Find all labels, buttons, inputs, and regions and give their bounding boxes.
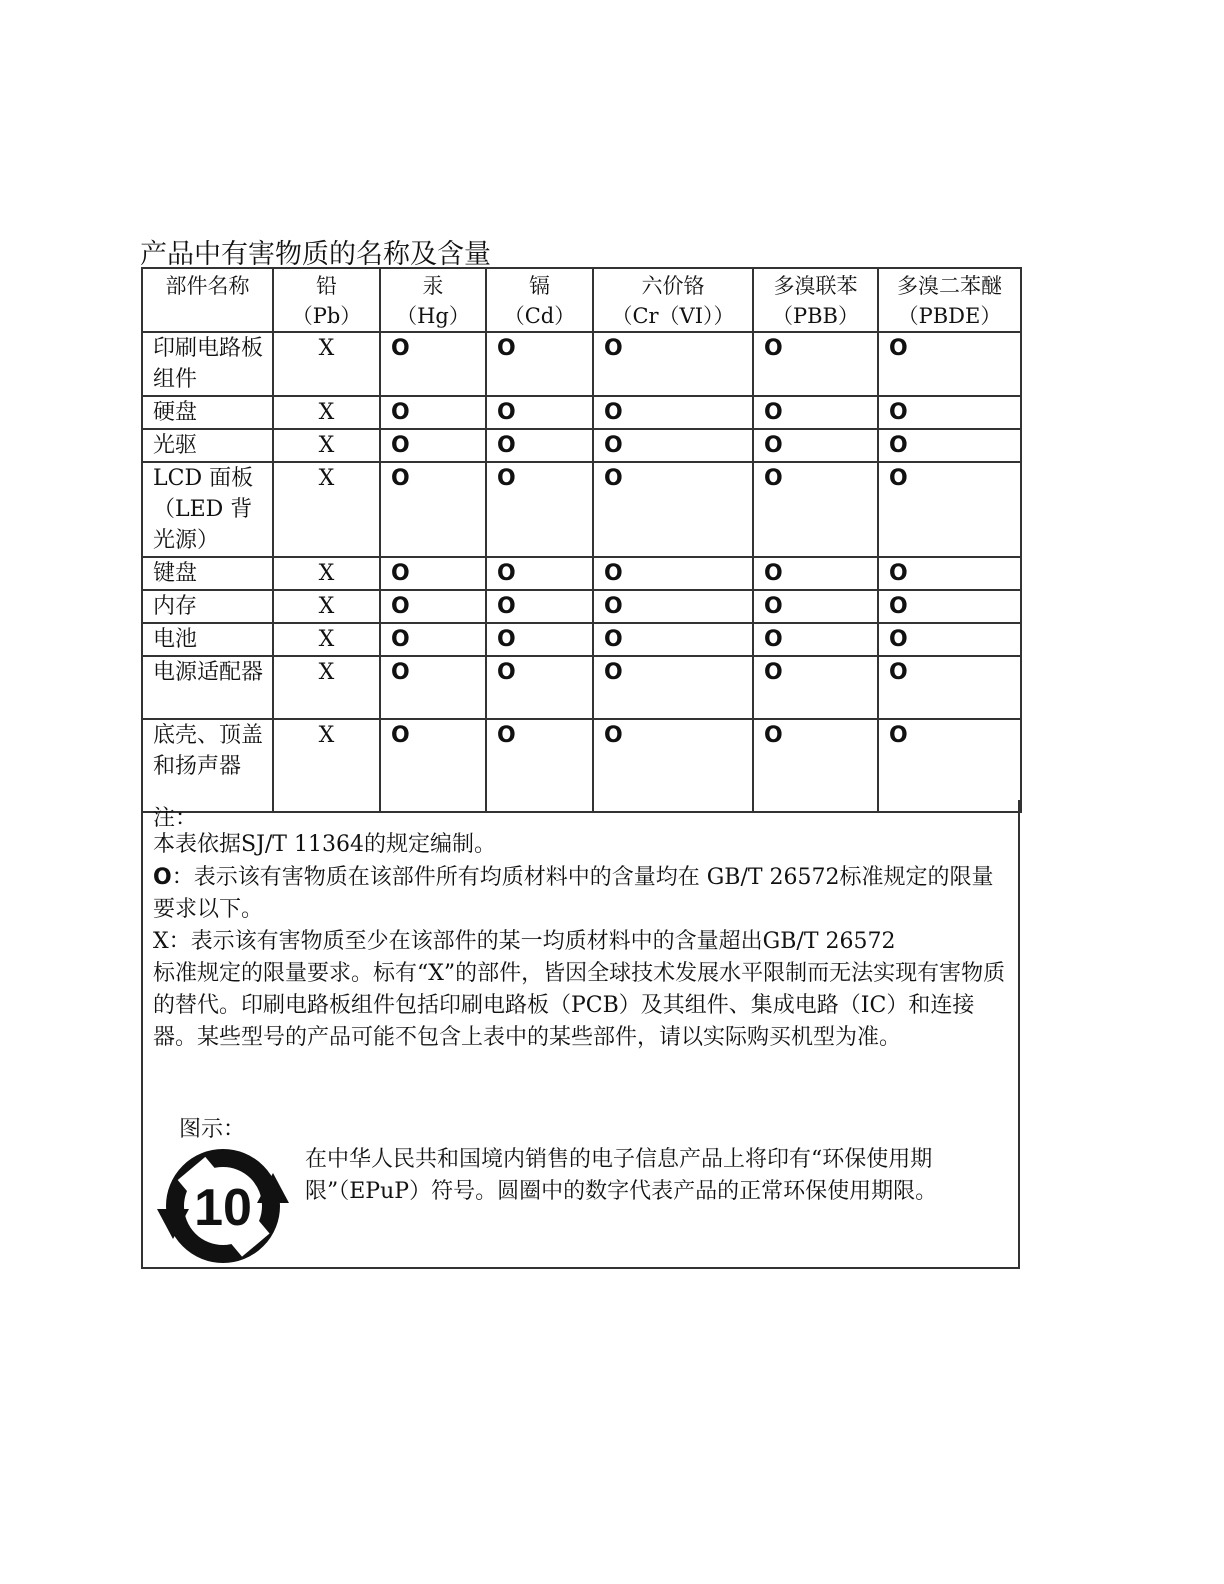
part-name-cell: LCD 面板（LED 背光源）	[142, 462, 273, 557]
header-substance: 多溴联苯 （PBB）	[753, 268, 878, 332]
substance-value-cell: O	[878, 590, 1021, 623]
substance-value-cell: O	[380, 332, 486, 396]
substance-value-cell: O	[878, 462, 1021, 557]
substance-value-cell: O	[486, 396, 593, 429]
substance-value-cell: O	[753, 623, 878, 656]
substance-value-cell: O	[486, 623, 593, 656]
notes-basis: 本表依据SJ/T 11364的规定编制。	[153, 832, 496, 857]
substance-value-cell: O	[486, 590, 593, 623]
substance-value-cell: O	[486, 557, 593, 590]
table-row	[142, 429, 1021, 462]
header-substance: 六价铬 （Cr（VI））	[593, 268, 753, 332]
lead-value-cell: X	[273, 332, 380, 396]
notes-heading: 注：	[153, 806, 198, 831]
substance-value-cell: O	[753, 332, 878, 396]
substance-value-cell: O	[878, 656, 1021, 719]
substance-value-cell: O	[593, 623, 753, 656]
substance-value-cell: O	[753, 719, 878, 812]
substance-value-cell: O	[593, 429, 753, 462]
note-x-definition: X：表示该有害物质至少在该部件的某一均质材料中的含量超出GB/T 26572 标准规定的限量要求。标有“X”的部件，皆因全球技术发展水平限制而无法实现有害物质的替代。印刷电路板组件包括印刷电路板（PCB）及其组件、集成电路（IC）和连接器。某些型号的产品可能不包含上表中的某些部件，请以实际购买机型为准。	[153, 929, 1006, 1050]
part-name-cell: 内存	[142, 590, 273, 623]
part-name-cell: 键盘	[142, 557, 273, 590]
header-substance: 镉 （Cd）	[486, 268, 593, 332]
table-row	[142, 462, 1021, 557]
substance-value-cell: O	[753, 462, 878, 557]
epup-number: 10	[194, 1179, 252, 1237]
substance-value-cell: O	[878, 396, 1021, 429]
substance-value-cell: O	[380, 590, 486, 623]
substance-value-cell: O	[380, 396, 486, 429]
substance-value-cell: O	[593, 590, 753, 623]
substance-value-cell: O	[593, 332, 753, 396]
substance-value-cell: O	[486, 332, 593, 396]
lead-value-cell: X	[273, 462, 380, 557]
note-o-definition: O：表示该有害物质在该部件所有均质材料中的含量均在 GB/T 26572标准规定的限量要求以下。	[153, 865, 994, 922]
legend-description: 在中华人民共和国境内销售的电子信息产品上将印有“环保使用期限”（EPuP）符号。圆圈中的数字代表产品的正常环保使用期限。	[305, 1147, 938, 1204]
part-name-cell: 电池	[142, 623, 273, 656]
table-row	[142, 396, 1021, 429]
o-symbol: O	[153, 865, 172, 890]
lead-value-cell: X	[273, 590, 380, 623]
hazardous-substances-table	[141, 267, 1022, 813]
substance-value-cell: O	[753, 557, 878, 590]
substance-value-cell: O	[486, 719, 593, 812]
header-substance: 铅 （Pb）	[273, 268, 380, 332]
substance-value-cell: O	[380, 462, 486, 557]
lead-value-cell: X	[273, 557, 380, 590]
substance-value-cell: O	[486, 429, 593, 462]
part-name-cell: 硬盘	[142, 396, 273, 429]
substance-value-cell: O	[878, 719, 1021, 812]
table-row	[142, 719, 1021, 812]
substance-value-cell: O	[878, 332, 1021, 396]
substance-value-cell: O	[753, 590, 878, 623]
substance-value-cell: O	[593, 719, 753, 812]
substance-value-cell: O	[380, 429, 486, 462]
substance-value-cell: O	[878, 429, 1021, 462]
part-name-cell: 印刷电路板组件	[142, 332, 273, 396]
header-substance: 汞 （Hg）	[380, 268, 486, 332]
substance-value-cell: O	[593, 462, 753, 557]
lead-value-cell: X	[273, 396, 380, 429]
substance-value-cell: O	[593, 557, 753, 590]
substance-value-cell: O	[593, 656, 753, 719]
epup-logo-icon	[155, 1143, 291, 1269]
substance-value-cell: O	[878, 557, 1021, 590]
substance-value-cell: O	[380, 557, 486, 590]
substance-value-cell: O	[486, 656, 593, 719]
part-name-cell: 光驱	[142, 429, 273, 462]
substance-value-cell: O	[753, 656, 878, 719]
header-substance: 多溴二苯醚 （PBDE）	[878, 268, 1021, 332]
lead-value-cell: X	[273, 719, 380, 812]
table-row	[142, 590, 1021, 623]
document-title: 产品中有害物质的名称及含量	[140, 239, 491, 270]
part-name-cell: 底壳、顶盖和扬声器	[142, 719, 273, 812]
part-name-cell: 电源适配器	[142, 656, 273, 719]
substance-value-cell: O	[486, 462, 593, 557]
substance-value-cell: O	[753, 396, 878, 429]
legend-label: 图示：	[179, 1117, 246, 1142]
header-part: 部件名称	[142, 268, 273, 332]
substance-value-cell: O	[753, 429, 878, 462]
substance-value-cell: O	[593, 396, 753, 429]
substance-value-cell: O	[380, 623, 486, 656]
table-header-row	[142, 268, 1021, 332]
notes-section	[141, 800, 1020, 1269]
lead-value-cell: X	[273, 623, 380, 656]
table-row	[142, 623, 1021, 656]
substance-value-cell: O	[380, 656, 486, 719]
substance-value-cell: O	[878, 623, 1021, 656]
table-row	[142, 656, 1021, 719]
lead-value-cell: X	[273, 429, 380, 462]
lead-value-cell: X	[273, 656, 380, 719]
table-row	[142, 332, 1021, 396]
table-row	[142, 557, 1021, 590]
substance-value-cell: O	[380, 719, 486, 812]
